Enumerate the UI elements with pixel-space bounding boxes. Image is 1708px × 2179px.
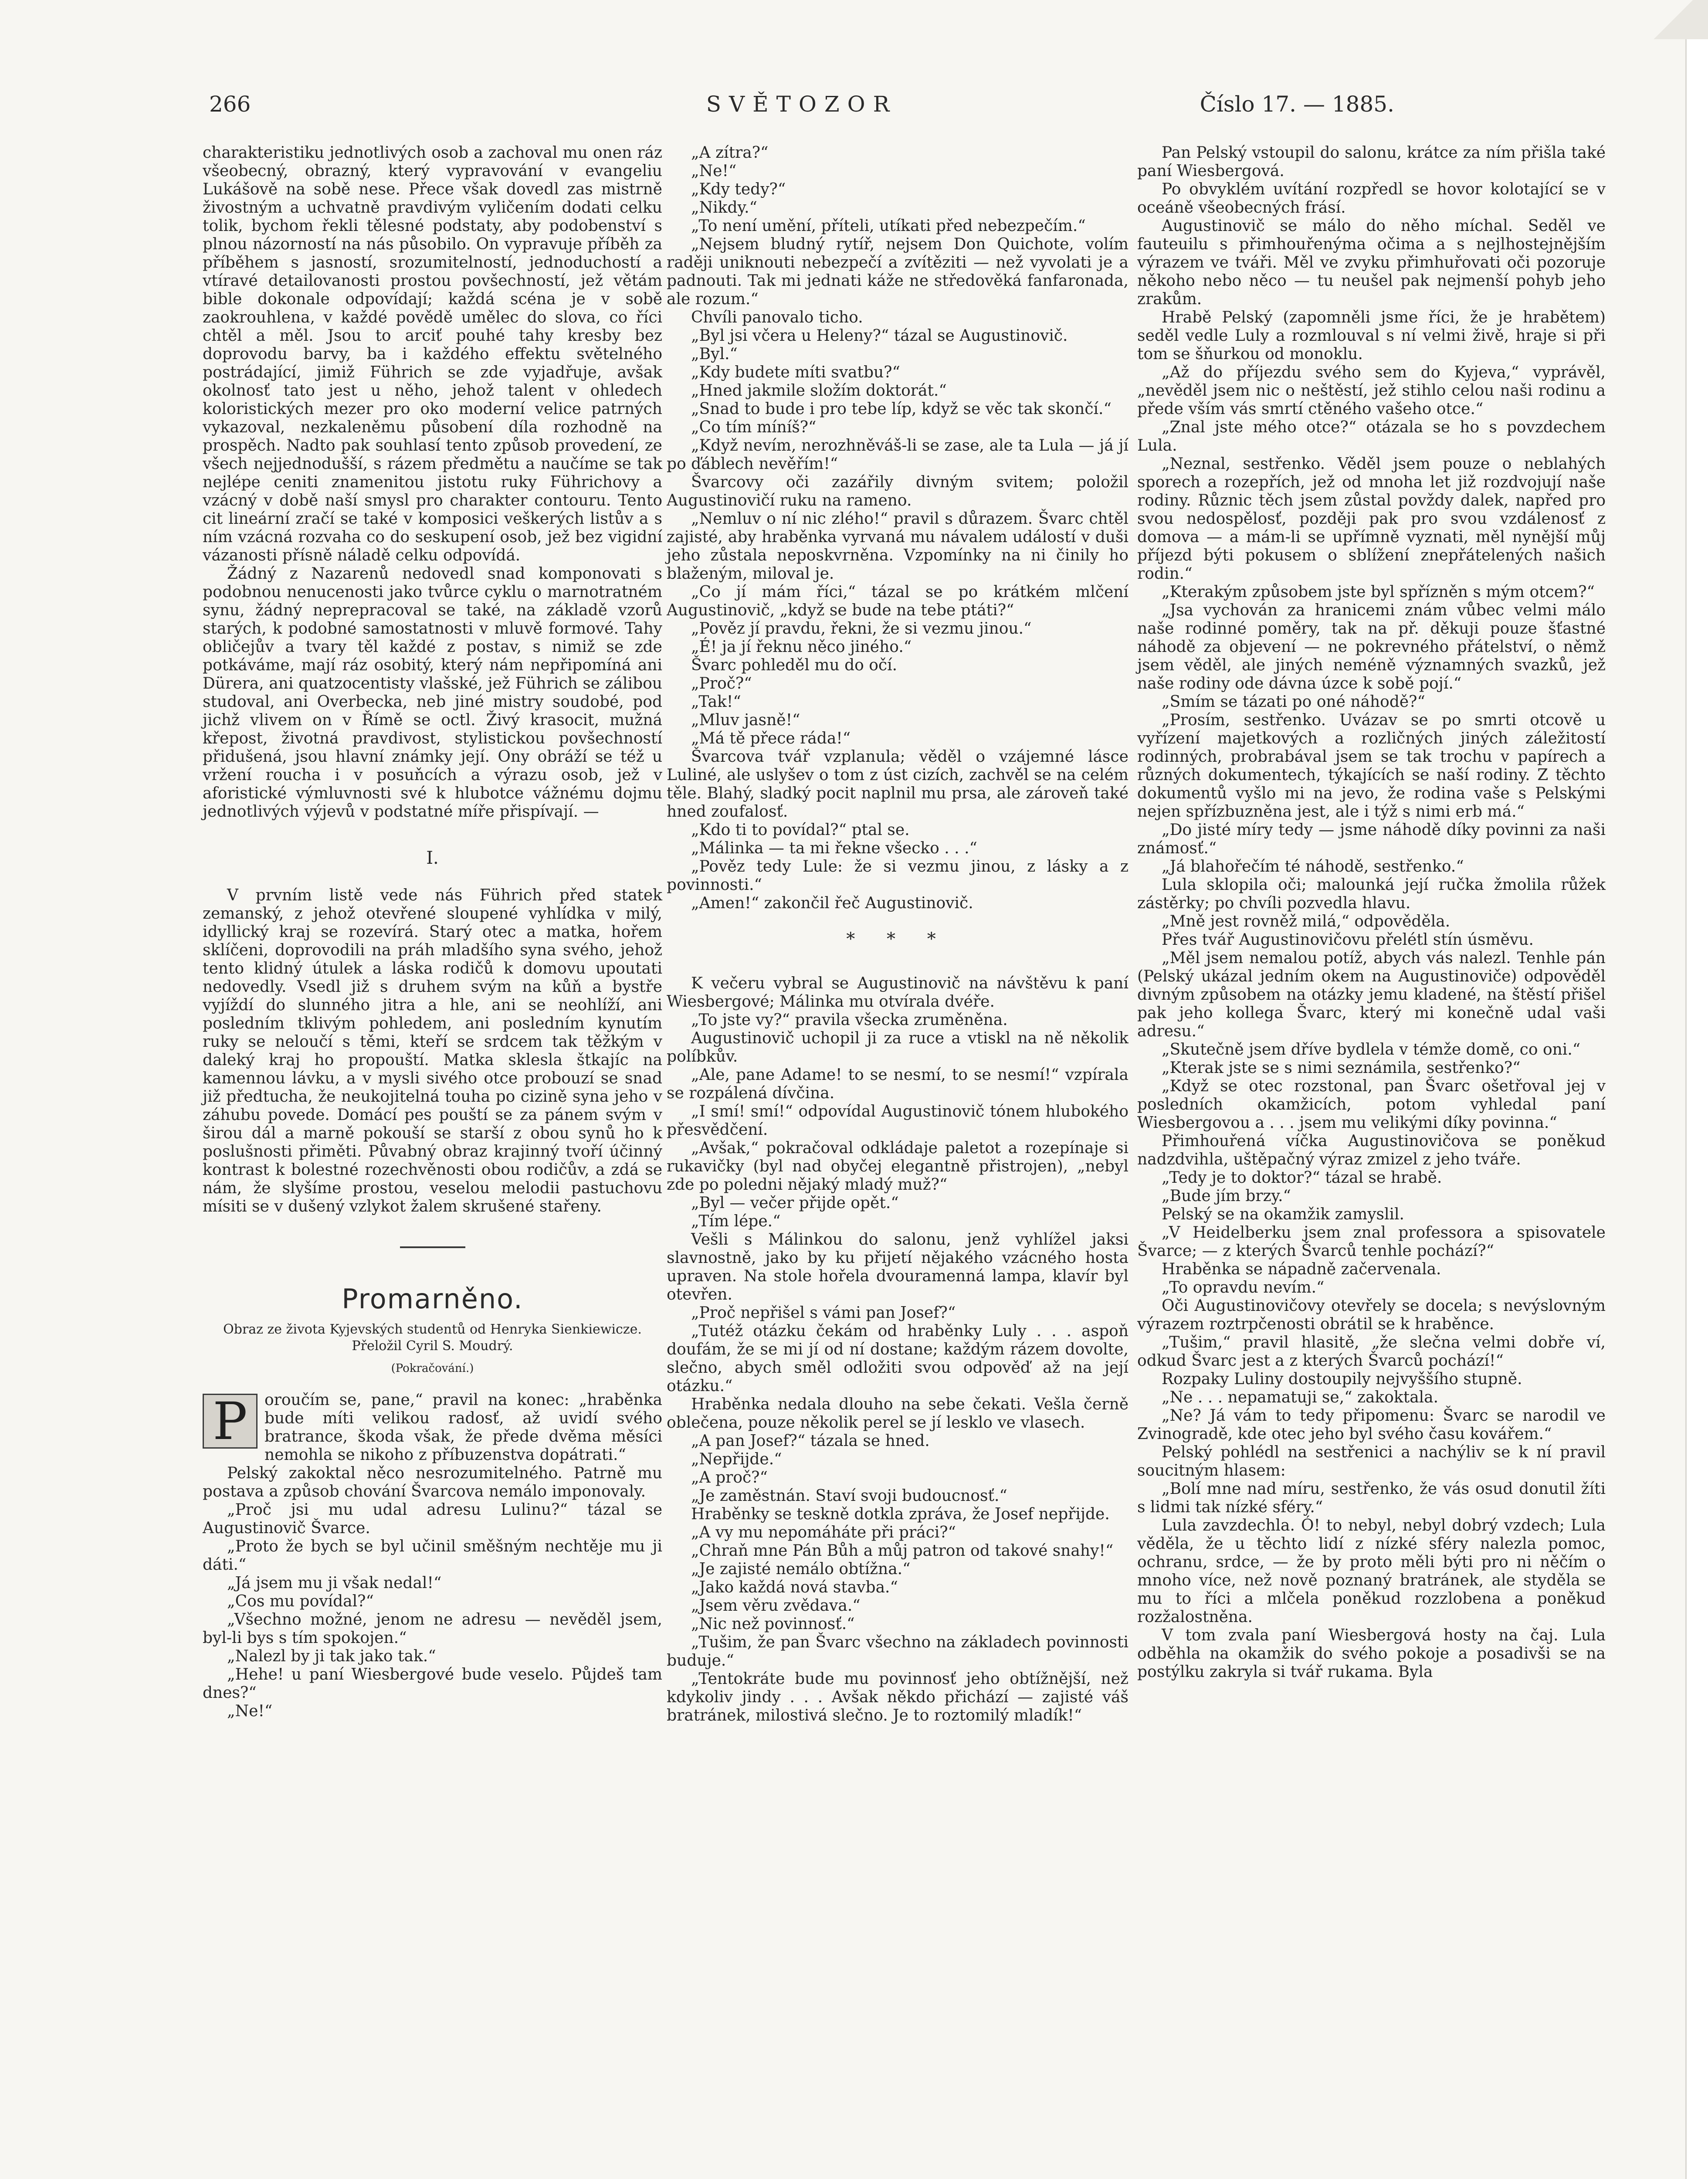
paragraph: „Nikdy.“	[691, 199, 757, 217]
paragraph: „Cos mu povídal?“	[227, 1592, 374, 1610]
paragraph: „Jako každá nová stavba.“	[691, 1578, 898, 1596]
paragraph: „Když se otec rozstonal, pan Švarc ošetřoval jej v posledních okamžicích, potom vyhledal paní Wiesbergovou a . . . jsem mu velikými díky povinna.“	[1137, 1077, 1606, 1132]
paragraph: Lula zavzdechla. Ó! to nebyl, nebyl dobrý vzdech; Lula věděla, že u těchto lidí z nízké sféry nalezla pomoc, ochranu, srdce, — že by proto měli býti pro ni něčím o mnoho více, než nově poznaný bratránek, ale styděla se mu to říci a mlčela poněkud rozzlobena a poněkud rozžalostněna.	[1137, 1517, 1606, 1626]
paragraph: Pan Pelský vstoupil do salonu, krátce za ním přišla také paní Wiesbergová.	[1137, 144, 1606, 180]
paragraph: „Ne!“	[227, 1702, 273, 1720]
paragraph: Chvíli panovalo ticho.	[691, 309, 863, 326]
paragraph: Pelský zakoktal něco nesrozumitelného. Patrně mu postava a způsob chování Švarcova nemálo imponovaly.	[203, 1464, 662, 1500]
paragraph: „A zítra?“	[691, 144, 769, 162]
paragraph: V prvním listě vede nás Führich před statek zemanský, z jehož otevřené sloupené vyhlídka v milý, idyllický kraj se rozevírá. Starý otec a matka, hořem sklíčeni, doprovodili na práh mladšího syna svého, jehož tento klidný útulek a láska rodičů k domovu upoutati nedovedly. Vsedl již s druhem svým na kůň a bystře vyjíždí do slunného jitra a hle, ani se neohlíží, ani posledním tklivým pohledem, ani posledním kynutím ruky se neloučí s těmi, kteří se srdcem tak těžkým v daleký kraj ho propouští. Matka sklesla štkajíc na kamennou lávku, a v mysli sivého otce probouzí se snad již předtucha, že neukojitelná touha po cizině syna jeho v záhubu povede. Domácí pes pouští se za pánem svým v širou dál a marně pokouší se starší z obou synů ho k poslušnosti přiměti. Půvabný obraz krajinný tvoří účinný kontrast k bolestné rozechvěnosti obou rodičův, a zdá se nám, že slyšíme prostou, veselou melodii pastuchovu mísiti se v dušený vzlykot žalem skrušené stařeny.	[203, 886, 662, 1215]
paragraph: „Ne!“	[691, 162, 737, 180]
paragraph: Rozpaky Luliny dostoupily nejvyššího stupně.	[1162, 1370, 1522, 1388]
column-middle	[667, 144, 1128, 2179]
paragraph: „Jsa vychován za hranicemi znám vůbec velmi málo naše rodinné poměry, tak na př. děkuji pouze šťastné náhodě za objevení — ne pokrevného přátelství, o němž jsem věděl, ale jiných neméně významných svazků, jež naše rodiny ode dávna úzce k sobě pojí.“	[1137, 601, 1606, 692]
section-number: I.	[426, 848, 439, 868]
paragraph: „Byl.“	[691, 345, 738, 363]
paragraph: Švarc pohleděl mu do očí.	[691, 656, 898, 674]
separator-rule	[400, 1246, 465, 1248]
paragraph: „Tím lépe.“	[691, 1212, 781, 1230]
paragraph: „Málinka — ta mi řekne všecko . . .“	[691, 839, 977, 857]
scan-margin	[1687, 0, 1708, 2179]
paragraph: Oči Augustinovičovy otevřely se docela; s nevýslovným výrazem roztrpčenosti obrátil se k hraběnce.	[1137, 1297, 1606, 1333]
paragraph: „V Heidelberku jsem znal professora a spisovatele Švarce; — z kterých Švarců tenhle pochází?“	[1137, 1224, 1606, 1260]
story-title: Promarněno.	[342, 1283, 523, 1315]
paragraph: „Skutečně jsem dříve bydlela v témže domě, co oni.“	[1162, 1041, 1581, 1059]
paragraph: „Tak!“	[691, 693, 741, 711]
paragraph: „Hehe! u paní Wiesbergové bude veselo. Půjdeš tam dnes?“	[203, 1666, 662, 1702]
paragraph: „Nic než povinnosť.“	[691, 1615, 855, 1633]
paragraph: Švarcovy oči zazářily divným svitem; položil Augustinovičí ruku na rameno.	[667, 473, 1128, 509]
paragraph: „Tutéž otázku čekám od hraběnky Luly . . . aspoň doufám, že se mi jí od ní dostane; každým rázem dovolte, slečno, abych směl odložiti svou odpověď až na její otázku.“	[667, 1322, 1128, 1395]
paragraph: Vešli s Málinkou do salonu, jenž vyhlížel jaksi slavnostně, jako by ku přijetí nějakého vzácného hosta upraven. Na stole hořela dvouramenná lampa, klavír byl otevřen.	[667, 1231, 1128, 1303]
paragraph: K večeru vybral se Augustinovič na návštěvu k paní Wiesbergové; Málinka mu otvírala dvéře.	[667, 974, 1128, 1011]
paragraph: Přimhouřená víčka Augustinovičova se poněkud nadzdvihla, uštěpačný výraz zmizel z jeho tváře.	[1137, 1132, 1606, 1168]
story-subtitle: Obraz ze života Kyjevských studentů od Henryka Sienkiewicze. Přeložil Cyril S. Moudrý.	[223, 1322, 642, 1354]
paragraph: „Byl — večer přijde opět.“	[691, 1194, 899, 1212]
paragraph: „Tušim,“ pravil hlasitě, „že slečna velmi dobře ví, odkud Švarc jest a z kterých Švarců pochází!“	[1137, 1334, 1606, 1370]
paragraph: „Bude jím brzy.“	[1162, 1187, 1291, 1205]
paragraph: Pelský pohlédl na sestřenici a nachýliv se k ní pravil soucitným hlasem:	[1137, 1443, 1606, 1480]
paragraph: „Mluv jasně!“	[691, 711, 800, 729]
paragraph: „Tedy je to doktor?“ tázal se hrabě.	[1162, 1169, 1442, 1187]
paragraph: „Proč jsi mu udal adresu Lulinu?“ tázal se Augustinovič Švarce.	[203, 1501, 662, 1537]
paragraph: „Ne? Já vám to tedy připomenu: Švarc se narodil ve Zvinogradě, kde otec jeho byl svého času kovářem.“	[1137, 1407, 1606, 1443]
paragraph: „Všechno možné, jenom ne adresu — nevěděl jsem, byl-li bys s tím spokojen.“	[203, 1611, 662, 1647]
paragraph: Po obvyklém uvítání rozpředl se hovor kolotající se v oceáně všeobecných frásí.	[1137, 180, 1606, 217]
column-left	[203, 144, 662, 2179]
paragraph: „Hned jakmile složím doktorát.“	[691, 382, 947, 400]
paragraph: „Znal jste mého otce?“ otázala se ho s povzdechem Lula.	[1137, 418, 1606, 455]
paragraph: charakteristiku jednotlivých osob a zachoval mu onen ráz všeobecný, obrazný, který vypravování v evangeliu Lukášově na sobě nese. Přece však dovedl zas mistrně živostným a uchvatně pravdivým vyličením dodati celku tolik, bychom řekli tělesné podstaty, aby podobenství s plnou názorností na nás působilo. On vypravuje příběh za příběhem s jasností, srozumitelností, jednoduchostí a vtíravé detailovanosti prostou povšechností, jež větám bible dokonale odpovídají; každá scéna je v sobě zaokrouhlena, v každé povědě umělec do slova, co říci chtěl a měl. Jsou to arciť pouhé tahy kresby bez doprovodu barvy, ba i každého effektu světelného postrádající, jimiž Führich se zde vyjadřuje, avšak okolnosť tato jest u něho, jehož talent v ohledech koloristických mezer pro oko moderní velice patrných vykazoval, nezkaleněmu působení díla rozhodně na prospěch. Nadto pak souhlasí tento způsob provedení, ze všech nejjednodušší, s rázem předmětu a naučíme se tak nejlépe ceniti znamenitou jistotu ruky Führichovy a vzácný v době naší smysl pro charakter contouru. Tento cit lineární zračí se také v komposici veškerých listův a s ním vzácná rozvaha co do seskupení osob, jež bez vigidní vázanosti přísně náladě celku odpovídá.	[203, 144, 662, 564]
paragraph: „Snad to bude i pro tebe líp, když se věc tak skončí.“	[691, 400, 1112, 418]
paragraph: „Kterak jste se s nimi seznámila, sestřenko?“	[1162, 1059, 1521, 1077]
paragraph: „Kdy tedy?“	[691, 180, 786, 198]
column-right	[1137, 144, 1606, 2179]
paragraph: „Kdo ti to povídal?“ ptal se.	[691, 821, 910, 839]
story-opening: oroučím se, pane,“ pravil na konec: „hraběnka bude míti velikou radosť, až uvidí svého bratrance, škoda však, že přede dvěma měsíci nemohla se nikoho z příbuzenstva dopátrati.“	[264, 1391, 662, 1464]
paragraph: „Tentokráte bude mu povinnosť jeho obtížnější, než kdykoliv jindy . . . Avšak někdo přichází — zajisté váš bratránek, milostivá slečno. Je to roztomilý mladík!“	[667, 1670, 1128, 1724]
paragraph: „Proto že bych se byl učinil směšným nechtěje mu ji dáti.“	[203, 1538, 662, 1574]
paragraph: „Mně jest rovněž milá,“ odpověděla.	[1162, 913, 1450, 930]
issue-number: Číslo 17. — 1885.	[1200, 92, 1394, 117]
paragraph: „Já blahořečím té náhodě, sestřenko.“	[1162, 858, 1464, 876]
paragraph: Augustinovič uchopil ji za ruce a vtiskl na ně několik políbkův.	[667, 1029, 1128, 1066]
paragraph: Augustinovič se málo do něho míchal. Seděl ve fauteuilu s přimhouřenýma očima a s nejlhostejnějším výrazem ve tváři. Měl ve zvyku přimhuřovati oči pozoruje někoho nebo něco — tu neušel pak nejmenší pohyb jeho zrakům.	[1137, 217, 1606, 308]
paragraph: V tom zvala paní Wiesbergová hosty na čaj. Lula odběhla na okamžik do svého pokoje a posadivši se na postýlku zakryla si tvář rukama. Byla	[1137, 1626, 1606, 1681]
paragraph: „É! ja jí řeknu něco jiného.“	[691, 638, 912, 656]
paragraph: „Chraň mne Pán Bůh a můj patron od takové snahy!“	[691, 1542, 1114, 1560]
paragraph: „Je zaměstnán. Staví svoji budoucnosť.“	[691, 1487, 1007, 1505]
paragraph: Žádný z Nazarenů nedovedl snad komponovati s podobnou nenucenosti jako tvůrce cyklu o marnotratném synu, žádný neprepracoval se také, na základě vzorů starých, k podobné samostatnosti v mluvě formové. Tahy obličejův a tvary těl každé z postav, s nimiž se zde potkáváme, mají ráz osobitý, který nám nepřipomíná ani Dürera, ani quatzocentisty vlašské, jež Führich se zálibou studoval, ani Overbecka, neb jiné mistry soudobé, pod jichž vlivem on v Římě se octl. Živý krasocit, mužná křepost, životná pravdivost, stylistickou povšechností přidušená, jsou hlavní známky její. Ony obráží se též u vržení roucha i v posuňcích a výrazu osob, jež v aforistické výmluvnosti své k hlubotce vážnému dojmu jednotlivých výjevů v podstatné míře přispívají. —	[203, 565, 662, 821]
paragraph: „To opravdu nevím.“	[1162, 1279, 1325, 1297]
paragraph: „Do jisté míry tedy — jsme náhodě díky povinni za naši známosť.“	[1137, 821, 1606, 857]
paragraph: „Co tím míníš?“	[691, 418, 817, 436]
paragraph: „Nemluv o ní nic zlého!“ pravil s důrazem. Švarc chtěl zajisté, aby hraběnka vyrvaná mu návalem událostí v duši jeho zůstala neposkvrněna. Vzpomínky na ni činily ho blaženým, miloval je.	[667, 510, 1128, 583]
paragraph: „Prosím, sestřenko. Uvázav se po smrti otcově u vyřízení majetkových a rozličných jiných záležitostí rodinných, probrabával jsem se tak trochu v papírech a různých dokumentech, týkajících se naší rodiny. Z těchto dokumentů vyšlo mi na jevo, že rodina vaše s Pelskými nejen spřízbuzněna jest, ale i týž s nimi erb má.“	[1137, 711, 1606, 821]
dropcap-initial: P	[203, 1394, 258, 1449]
paragraph: „Proč?“	[691, 675, 752, 692]
paragraph: „Nejsem bludný rytíř, nejsem Don Quichote, volím raději uniknouti nebezpečí a zvítěziti — než vyvolati je a padnouti. Tak mi jednati káže ne středověká fanfaronada, ale rozum.“	[667, 235, 1128, 308]
paragraph: „Pověz tedy Lule: že si vezmu jinou, z lásky a z povinnosti.“	[667, 858, 1128, 894]
paragraph: „Avšak,“ pokračoval odkládaje paletot a rozepínaje si rukavičky (byl nad obyčej elegantně přistrojen), „nebyl zde po poledni nějaký mladý muž?“	[667, 1139, 1128, 1194]
paragraph: „Tušim, že pan Švarc všechno na základech povinnosti buduje.“	[667, 1633, 1128, 1670]
paragraph: „Měl jsem nemalou potíž, abych vás nalezl. Tenhle pán (Pelský ukázal jedním okem na Augustinoviče) odpověděl divným způsobem na otázky jemu kladené, na štěstí přišel pak jeho kollega Švarc, který mi konečně udal vaši adresu.“	[1137, 949, 1606, 1040]
masthead: SVĚTOZOR	[706, 92, 898, 117]
folded-corner	[1638, 0, 1708, 39]
paragraph: „I smí! smí!“ odpovídal Augustinovič tónem hlubokého přesvědčení.	[667, 1103, 1128, 1139]
paragraph: „Nepřijde.“	[691, 1450, 782, 1468]
paragraph: Pelský se na okamžik zamyslil.	[1162, 1205, 1404, 1223]
paragraph: „To jste vy?“ pravila všecka zruměněna.	[691, 1011, 1008, 1029]
paragraph: „Smím se tázati po oné náhodě?“	[1162, 693, 1425, 711]
paragraph: „Co jí mám říci,“ tázal se po krátkém mlčení Augustinovič, „když se bude na tebe ptáti?“	[667, 583, 1128, 619]
paragraph: „Když nevím, nerozhněváš-li se zase, ale ta Lula — já jí po ďáblech nevěřím!“	[667, 437, 1128, 473]
paragraph: „Má tě přece ráda!“	[691, 730, 851, 747]
paragraph: „Proč nepřišel s vámi pan Josef?“	[691, 1304, 956, 1322]
paragraph: „Bolí mne nad míru, sestřenko, že vás osud donutil žíti s lidmi tak nízké sféry.“	[1137, 1480, 1606, 1516]
paragraph: „To není umění, příteli, utíkati před nebezpečím.“	[691, 217, 1086, 235]
paragraph: „Pověz jí pravdu, řekni, že si vezmu jinou.“	[691, 620, 1032, 638]
paragraph: „Ne . . . nepamatuji se,“ zakoktala.	[1162, 1388, 1439, 1406]
paragraph: Hraběnka se nápadně začervenala.	[1162, 1260, 1441, 1278]
paragraph: Lula sklopila oči; malounká její ručka žmolila růžek zástěrky; po chvíli pozvedla hlavu.	[1137, 876, 1606, 912]
paragraph: „Až do příjezdu svého sem do Kyjeva,“ vyprávěl, „nevěděl jsem nic o neštěstí, jež stihlo celou naši rodinu a přede vším vás smrtí ctěného vašeho otce.“	[1137, 363, 1606, 418]
paragraph: „Ale, pane Adame! to se nesmí, to se nesmí!“ vzpírala se rozpálená dívčina.	[667, 1066, 1128, 1102]
section-stars: * * *	[846, 929, 949, 949]
paragraph: Hraběnka nedala dlouho na sebe čekati. Vešla černě oblečena, pouze několik perel se jí lesklo ve vlasech.	[667, 1395, 1128, 1432]
paragraph: „Jsem věru zvědava.“	[691, 1597, 861, 1615]
paragraph: „Byl jsi včera u Heleny?“ tázal se Augustinovič.	[691, 327, 1068, 345]
paragraph: Švarcova tvář vzplanula; věděl o vzájemné lásce Luliné, ale uslyšev o tom z úst cizích, zachvěl se na celém těle. Blahý, sladký pocit naplnil mu prsa, ale zároveň také hned zoufalosť.	[667, 748, 1128, 821]
page-number: 266	[209, 92, 251, 117]
paragraph: „A proč?“	[691, 1469, 768, 1487]
paragraph: „A vy mu nepomáháte při práci?“	[691, 1524, 956, 1541]
paragraph: „A pan Josef?“ tázala se hned.	[691, 1432, 930, 1450]
paragraph: „Kdy budete míti svatbu?“	[691, 363, 900, 381]
paragraph: „Je zajisté nemálo obtížna.“	[691, 1560, 911, 1578]
paragraph: „Nalezl by ji tak jako tak.“	[227, 1647, 436, 1665]
paragraph: Přes tvář Augustinovičovu přelétl stín úsměvu.	[1162, 931, 1534, 949]
page-header	[209, 92, 1394, 122]
paragraph: Hraběnky se teskně dotkla zpráva, že Josef nepřijde.	[691, 1505, 1110, 1523]
paragraph: „Já jsem mu ji však nedal!“	[227, 1574, 442, 1592]
paragraph: „Amen!“ zakončil řeč Augustinovič.	[691, 894, 973, 912]
paragraph: „Neznal, sestřenko. Věděl jsem pouze o neblahých sporech a rozepřích, jež od mnoha let již rozdvojují naše rodiny. Různic těch jsem zůstal povždy dalek, napřed pro svou nedospělosť, později pak pro svou vzdálenosť z domova — a mám-li se upřímně vyznati, měl nynější můj příjezd býti pokusem o sblížení znepřátelených našich rodin.“	[1137, 455, 1606, 583]
continuation-note: (Pokračování.)	[391, 1362, 474, 1375]
paragraph: Hrabě Pelský (zapomněli jsme říci, že je hrabětem) seděl vedle Luly a rozmlouval s ní velmi živě, hraje si při tom se šňurkou od monoklu.	[1137, 309, 1606, 363]
paragraph: „Kterakým způsobem jste byl spřízněn s mým otcem?“	[1162, 583, 1595, 601]
